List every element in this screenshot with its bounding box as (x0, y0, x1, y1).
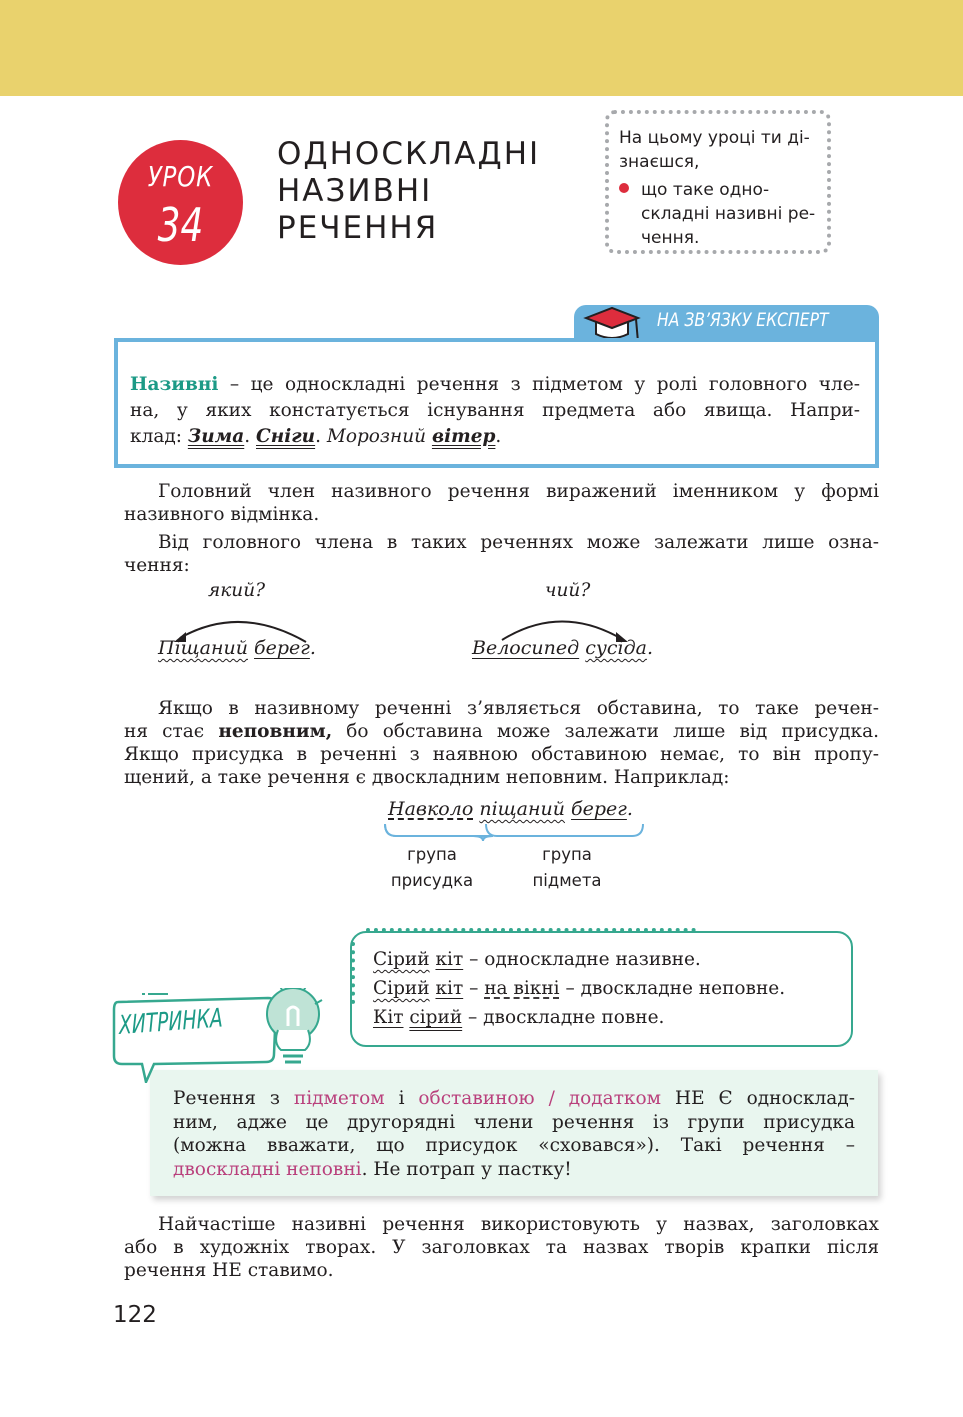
trick-badge-label: ХИТРИНКА (118, 1003, 224, 1041)
punct: . (495, 426, 502, 447)
group-label-predicate (380, 842, 484, 894)
adverbial-word: на вікні (484, 978, 560, 999)
learn-box-line: складні називні ре- (641, 204, 816, 224)
expert-label: НА ЗВ’ЯЗКУ ЕКСПЕРТ (657, 309, 829, 331)
example-sentence-groups (388, 798, 633, 820)
attribute-word: Сірий (373, 978, 430, 999)
trick-line: – односкладне називне. (463, 949, 701, 970)
example-word: Зима (187, 426, 245, 447)
example-sentence (472, 637, 653, 659)
group-label-line: група (407, 845, 457, 864)
paragraph-line: Головний член називного речення виражений іменником у формі (158, 481, 879, 502)
expert-definition-text (130, 372, 860, 450)
question-label: який? (208, 580, 266, 601)
learn-box-line: чення. (641, 228, 700, 248)
expert-line: на, у яких констатується існування предмета або явища. Напри- (130, 400, 860, 421)
punct: . (244, 426, 256, 447)
paragraph-line: Найчастіше називні речення використовують у назвах, заголовках (158, 1214, 879, 1235)
subject-word: берег (254, 637, 310, 659)
bold-term: неповним, (218, 721, 333, 742)
expert-line: клад: (130, 426, 188, 447)
punct: . (646, 637, 653, 659)
subject-word: берег (571, 798, 627, 820)
paragraph-incomplete (124, 697, 879, 789)
paragraph-line: речення НЕ ставимо. (124, 1260, 334, 1281)
punct: . (309, 637, 316, 659)
lesson-title-line: НАЗИВНІ (277, 173, 433, 209)
punct: . (315, 426, 327, 447)
paragraph-main-member (124, 480, 879, 526)
attribute-word: сусіда (585, 637, 647, 659)
question-label: чий? (545, 580, 591, 601)
trick-line: – двоскладне неповне. (559, 978, 786, 999)
example-word: Сніги (256, 426, 316, 447)
subject-word: кіт (435, 949, 464, 970)
learn-box-line: На цьому уроці ти ді- (619, 128, 810, 148)
hint-line: (можна вважати, що присудок «сховався»). Такі речення – (173, 1135, 855, 1156)
paragraph-line: Якщо в називному реченні з’являється обставина, то таке речен- (158, 698, 879, 719)
paragraph-line: називного відмінка. (124, 504, 320, 525)
lesson-number: 34 (157, 198, 204, 252)
learn-box (605, 110, 831, 254)
predicate-word: сірий (409, 1007, 463, 1028)
term-nazyvni: Називні (130, 374, 219, 395)
paragraph-attribute (124, 531, 879, 577)
lesson-title (277, 136, 540, 247)
lesson-title-line: РЕЧЕННЯ (277, 210, 439, 246)
learn-box-line: знаєшся, (619, 152, 700, 172)
lesson-word: УРОК (147, 160, 214, 193)
paragraph-line: ня стає (124, 721, 219, 742)
hint-line: НЕ Є односклад- (661, 1088, 855, 1109)
paragraph-line: Якщо присудка в реченні з наявною обставиною немає, то він пропу- (124, 744, 879, 765)
page-number: 122 (113, 1302, 157, 1328)
group-label-subject (515, 842, 619, 894)
example-word: вітер (431, 426, 496, 447)
learn-box-line: що таке одно- (641, 180, 770, 200)
paragraph-line: чення: (124, 555, 190, 576)
hint-line: . Не потрап у пастку! (361, 1158, 572, 1180)
paragraph-line: або в художніх творах. У заголовках та назвах творів крапки після (124, 1237, 879, 1258)
trick-line: – (463, 978, 485, 999)
group-label-line: присудка (390, 871, 474, 890)
paragraph-usage (124, 1213, 879, 1282)
lesson-title-line: ОДНОСКЛАДНІ (277, 136, 541, 172)
bullet-dot-icon (619, 183, 629, 193)
example-word: Морозний (326, 426, 432, 447)
punct: . (626, 798, 633, 820)
subject-word: Велосипед (472, 637, 580, 659)
highlight-term: обставиною / додатком (418, 1088, 662, 1109)
adverbial-word: Навколо (388, 798, 474, 820)
attribute-word: Сірий (373, 949, 430, 970)
hint-text (173, 1087, 855, 1181)
paragraph-line: бо обставина може залежати лише від присудка. (332, 721, 880, 742)
trick-line: – двоскладне повне. (462, 1007, 665, 1028)
example-sentence (158, 637, 316, 659)
subject-word: кіт (435, 978, 464, 999)
paragraph-line: щений, а таке речення є двоскладним неповним. Наприклад: (124, 767, 730, 788)
attribute-word: Піщаний (158, 637, 248, 659)
subject-word: Кіт (373, 1007, 404, 1028)
hint-line: і (384, 1088, 419, 1109)
hint-line: ним, адже це другорядні члени речення із групи присудка (173, 1111, 855, 1133)
group-brackets (382, 822, 648, 842)
dotted-border (366, 928, 696, 932)
top-color-bar (0, 0, 963, 96)
hint-line: Речення з (173, 1088, 294, 1109)
group-label-line: підмета (532, 871, 602, 890)
paragraph-line: Від головного члена в таких реченнях може залежати лише озна- (158, 532, 879, 553)
highlight-term: підметом (293, 1088, 385, 1109)
expert-line: – це односкладні речення з підметом у ролі головного чле- (218, 374, 860, 395)
lesson-badge (118, 140, 243, 265)
highlight-term: двоскладні неповні (173, 1158, 362, 1180)
attribute-word: піщаний (479, 798, 565, 820)
dotted-border (351, 942, 355, 1004)
group-label-line: група (542, 845, 592, 864)
trick-examples (373, 945, 785, 1032)
